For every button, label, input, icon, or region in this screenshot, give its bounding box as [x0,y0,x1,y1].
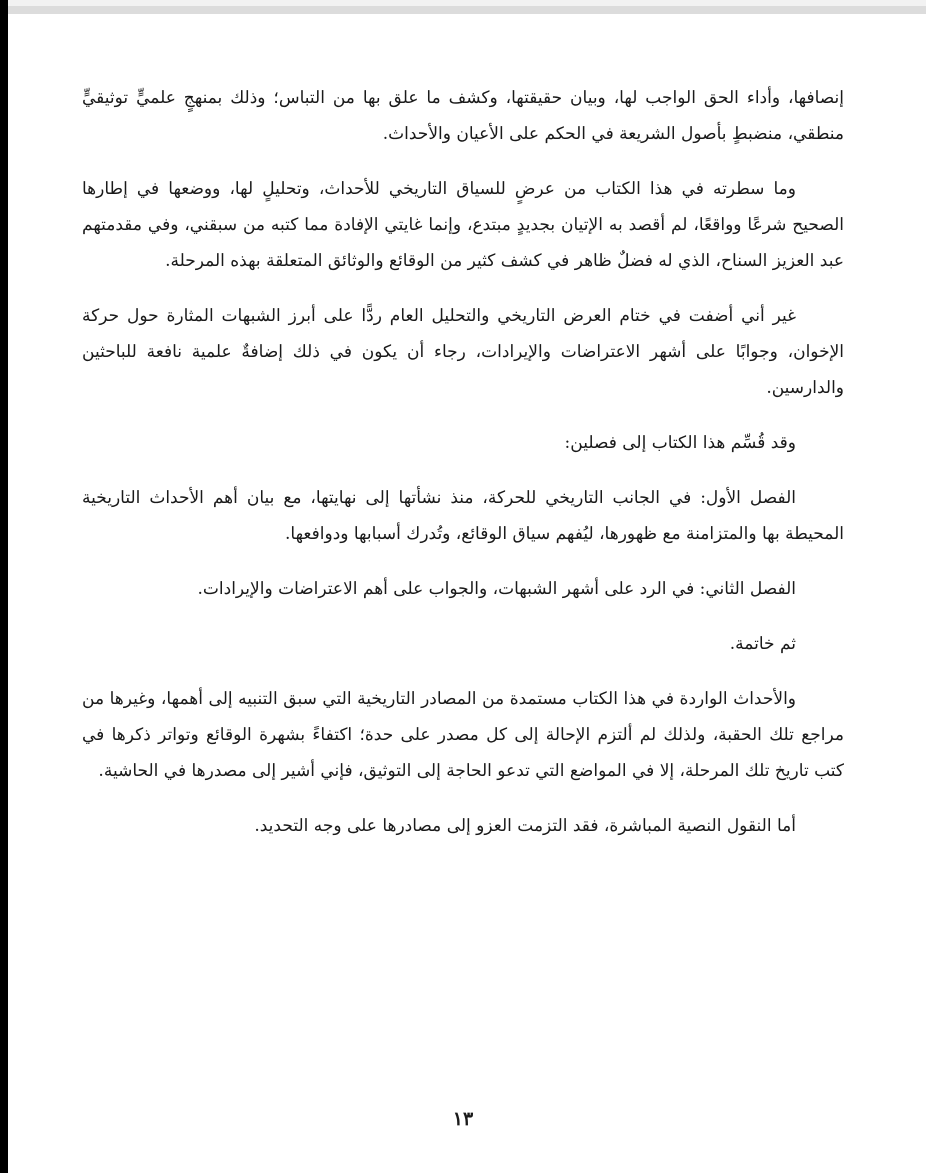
paragraph-conclusion: ثم خاتمة. [729,634,796,654]
paragraph-chapter-two: الفصل الثاني: في الرد على أشهر الشبهات، والجواب على أهم الاعتراضات والإيرادات. [197,579,796,599]
paragraph-events-sources: والأحداث الواردة في هذا الكتاب مستمدة من المصادر التاريخية التي سبق التنبيه إلى أهمها، وغيرها من مراجع تلك الحقبة، ولذلك لم ألتزم الإحالة إلى كل مصدر على حدة؛ اكتفاءً بشهرة الوقائع وتواتر ذكرها في كتب تاريخ تلك المرحلة، إلا في المواضع التي تدعو الحاجة إلى التوثيق، فإني أشير إلى مصدرها في الحاشية. [82,689,844,781]
paragraph-doubts: غير أني أضفت في ختام العرض التاريخي والتحليل العام ردًّا على أبرز الشبهات المثارة حول حركة الإخوان، وجوابًا على أشهر الاعتراضات والإيرادات، رجاء أن يكون في ذلك إضافةٌ علمية نافعة للباحثين والدارسين. [82,306,844,398]
paragraph-citations: أما النقول النصية المباشرة، فقد التزمت العزو إلى مصادرها على وجه التحديد. [254,816,796,836]
paragraph-chapter-one: الفصل الأول: في الجانب التاريخي للحركة، منذ نشأتها إلى نهايتها، مع بيان أهم الأحداث التاريخية المحيطة بها والمتزامنة مع ظهورها، ليُفهم سياق الوقائع، وتُدرك أسبابها ودوافعها. [82,488,844,544]
viewer-top-bar [0,0,926,14]
page-number: ١٣ [452,1108,474,1130]
viewer-top-bar-highlight [0,0,926,6]
page-body [82,80,844,863]
paragraph-division: وقد قُسِّم هذا الكتاب إلى فصلين: [564,433,796,453]
paragraph-continuation: إنصافها، وأداء الحق الواجب لها، وبيان حقيقتها، وكشف ما علق بها من التباس؛ وذلك بمنهجٍ علميٍّ توثيقيٍّ منطقي، منضبطٍ بأصول الشريعة في الحكم على الأعيان والأحداث. [82,88,844,144]
paragraph-sources: وما سطرته في هذا الكتاب من عرضٍ للسياق التاريخي للأحداث، وتحليلٍ لها، ووضعها في إطارها الصحيح شرعًا وواقعًا، لم أقصد به الإتيان بجديدٍ مبتدع، وإنما غايتي الإفادة مما كتبه من سبقني، وفي مقدمتهم عبد العزيز السناح، الذي له فضلٌ ظاهر في كشف كثير من الوقائع والوثائق المتعلقة بهذه المرحلة. [82,179,844,271]
page-left-edge [0,0,8,1173]
